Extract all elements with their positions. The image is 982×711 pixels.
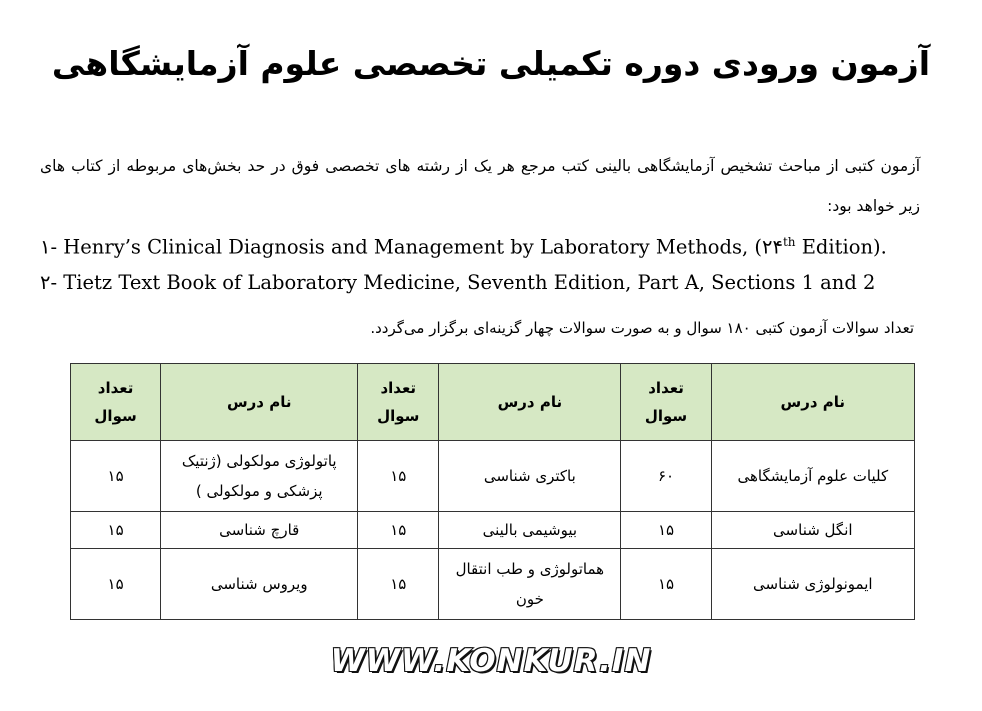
course-name-cell: بیوشیمی بالینی bbox=[439, 512, 621, 549]
course-name-cell: هماتولوژی و طب انتقال خون bbox=[439, 549, 621, 620]
reference-1-sup: th bbox=[782, 235, 796, 249]
question-count-cell: ۱۵ bbox=[621, 549, 711, 620]
reference-1-number: ۱- bbox=[40, 235, 58, 259]
reference-1 bbox=[40, 226, 940, 264]
course-name-cell: ایمونولوژی شناسی bbox=[711, 549, 914, 620]
course-name-cell: کلیات علوم آزمایشگاهی bbox=[711, 441, 914, 512]
course-name-cell: ویروس شناسی bbox=[161, 549, 358, 620]
watermark-logo bbox=[0, 643, 982, 679]
page-title: آزمون ورودی دوره تکمیلی تخصصی علوم آزمایشگاهی bbox=[51, 44, 931, 83]
question-count-cell: ۱۵ bbox=[71, 512, 161, 549]
question-count-cell: ۱۵ bbox=[71, 549, 161, 620]
course-name-cell: باکتری شناسی bbox=[439, 441, 621, 512]
course-name-cell: انگل شناسی bbox=[711, 512, 914, 549]
intro-paragraph: آزمون کتبی از مباحث تشخیص آزمایشگاهی بالینی کتب مرجع هر یک از رشته های تخصصی فوق در حد بخش‌های مربوطه از کتاب های زیر خواهد بود: bbox=[40, 157, 920, 215]
course-name-cell: قارچ شناسی bbox=[161, 512, 358, 549]
question-count-note: تعداد سوالات آزمون کتبی ۱۸۰ سوال و به صورت سوالات چهار گزینه‌ای برگزار می‌گردد. bbox=[370, 319, 914, 337]
header-question-count: تعداد سوال bbox=[71, 364, 161, 441]
table-row bbox=[71, 512, 915, 549]
header-course-name: نام درس bbox=[439, 364, 621, 441]
header-course-name: نام درس bbox=[161, 364, 358, 441]
reference-1-text-end: Edition). bbox=[795, 235, 887, 259]
question-count-cell: ۱۵ bbox=[358, 549, 439, 620]
header-question-count: تعداد سوال bbox=[358, 364, 439, 441]
question-count-cell: ۶۰ bbox=[621, 441, 711, 512]
table-row bbox=[71, 441, 915, 512]
reference-1-text: Henry’s Clinical Diagnosis and Management by Laboratory Methods, (۲۴ bbox=[63, 235, 783, 259]
table-row bbox=[71, 549, 915, 620]
table-header-row bbox=[71, 364, 915, 441]
watermark-text: WWW.KONKUR.IN bbox=[330, 643, 652, 679]
reference-2-number: ۲- bbox=[40, 271, 58, 294]
question-count-cell: ۱۵ bbox=[358, 441, 439, 512]
courses-table bbox=[70, 363, 915, 620]
reference-2-text: Tietz Text Book of Laboratory Medicine, Seventh Edition, Part A, Sections 1 and 2 bbox=[63, 271, 876, 294]
question-count-cell: ۱۵ bbox=[358, 512, 439, 549]
header-course-name: نام درس bbox=[711, 364, 914, 441]
question-count-cell: ۱۵ bbox=[71, 441, 161, 512]
course-name-cell: پاتولوژی مولکولی (ژنتیک پزشکی و مولکولی ) bbox=[161, 441, 358, 512]
reference-2 bbox=[40, 267, 940, 299]
header-question-count: تعداد سوال bbox=[621, 364, 711, 441]
question-count-cell: ۱۵ bbox=[621, 512, 711, 549]
